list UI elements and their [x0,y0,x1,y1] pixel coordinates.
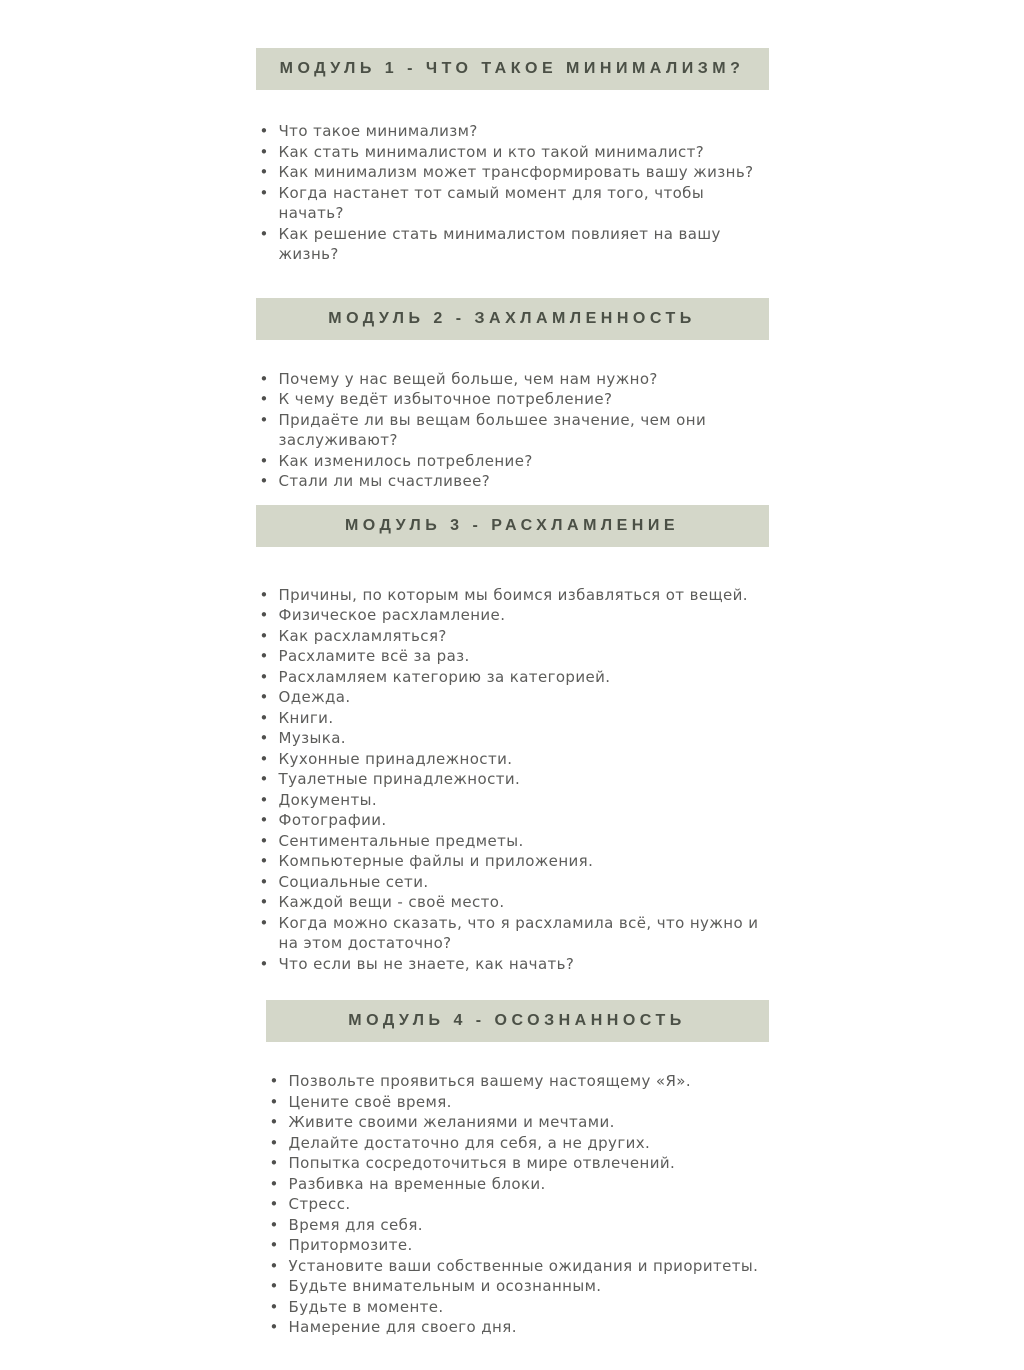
list-item: • Когда можно сказать, что я расхламила всё, что нужно и на этом достаточно? [256,913,769,954]
list-item: • Расхламляем категорию за категорией. [256,667,769,688]
list-item: • Каждой вещи - своё место. [256,892,769,913]
module-2-title: МОДУЛЬ 2 - ЗАХЛАМЛЕННОСТЬ [328,309,696,327]
module-4-title: МОДУЛЬ 4 - ОСОЗНАННОСТЬ [348,1012,686,1029]
module-3-topic-list [256,585,769,975]
list-item: • Книги. [256,708,769,729]
list-item: • Цените своё время. [266,1092,769,1113]
list-item: • Что если вы не знаете, как начать? [256,954,769,975]
module-2-topic-list [256,369,769,492]
list-item: • Туалетные принадлежности. [256,769,769,790]
list-item: • Когда настанет тот самый момент для того, чтобы начать? [256,183,769,224]
module-section-2 [256,298,769,492]
module-section-4 [266,1000,769,1338]
module-1-topic-list [256,121,769,265]
list-item: • К чему ведёт избыточное потребление? [256,389,769,410]
list-item: • Как решение стать минималистом повлияет на вашу жизнь? [256,224,769,265]
module-1-header-bar [256,48,769,90]
list-item: • Расхламите всё за раз. [256,646,769,667]
list-item: • Время для себя. [266,1215,769,1236]
list-item: • Документы. [256,790,769,811]
list-item: • Намерение для своего дня. [266,1317,769,1338]
list-item: • Одежда. [256,687,769,708]
list-item: • Почему у нас вещей больше, чем нам нужно? [256,369,769,390]
content-column [256,48,769,1338]
list-item: • Стали ли мы счастливее? [256,471,769,492]
list-item: • Компьютерные файлы и приложения. [256,851,769,872]
list-item: • Позвольте проявиться вашему настоящему «Я». [266,1071,769,1092]
module-4-topic-list [266,1071,769,1338]
list-item: • Установите ваши собственные ожидания и приоритеты. [266,1256,769,1277]
list-item: • Музыка. [256,728,769,749]
module-1-title: МОДУЛЬ 1 - ЧТО ТАКОЕ МИНИМАЛИЗМ? [279,60,745,77]
module-4-header-bar [266,1000,769,1042]
list-item: • Стресс. [266,1194,769,1215]
list-item: • Разбивка на временные блоки. [266,1174,769,1195]
list-item: • Живите своими желаниями и мечтами. [266,1112,769,1133]
list-item: • Придаёте ли вы вещам большее значение, чем они заслуживают? [256,410,769,451]
list-item: • Сентиментальные предметы. [256,831,769,852]
list-item: • Будьте внимательным и осознанным. [266,1276,769,1297]
list-item: • Попытка сосредоточиться в мире отвлечений. [266,1153,769,1174]
list-item: • Делайте достаточно для себя, а не других. [266,1133,769,1154]
list-item: • Причины, по которым мы боимся избавляться от вещей. [256,585,769,606]
list-item: • Фотографии. [256,810,769,831]
list-item: • Как стать минималистом и кто такой минималист? [256,142,769,163]
list-item: • Социальные сети. [256,872,769,893]
list-item: • Физическое расхламление. [256,605,769,626]
module-2-header-bar [256,298,769,340]
list-item: • Что такое минимализм? [256,121,769,142]
document-page [0,48,1024,1370]
list-item: • Как изменилось потребление? [256,451,769,472]
module-3-header-bar [256,505,769,547]
module-section-1 [256,48,769,265]
list-item: • Как расхламляться? [256,626,769,647]
module-3-title: МОДУЛЬ 3 - РАСХЛАМЛЕНИЕ [344,516,680,534]
list-item: • Как минимализм может трансформировать вашу жизнь? [256,162,769,183]
list-item: • Притормозите. [266,1235,769,1256]
list-item: • Будьте в моменте. [266,1297,769,1318]
list-item: • Кухонные принадлежности. [256,749,769,770]
module-section-3 [256,505,769,975]
